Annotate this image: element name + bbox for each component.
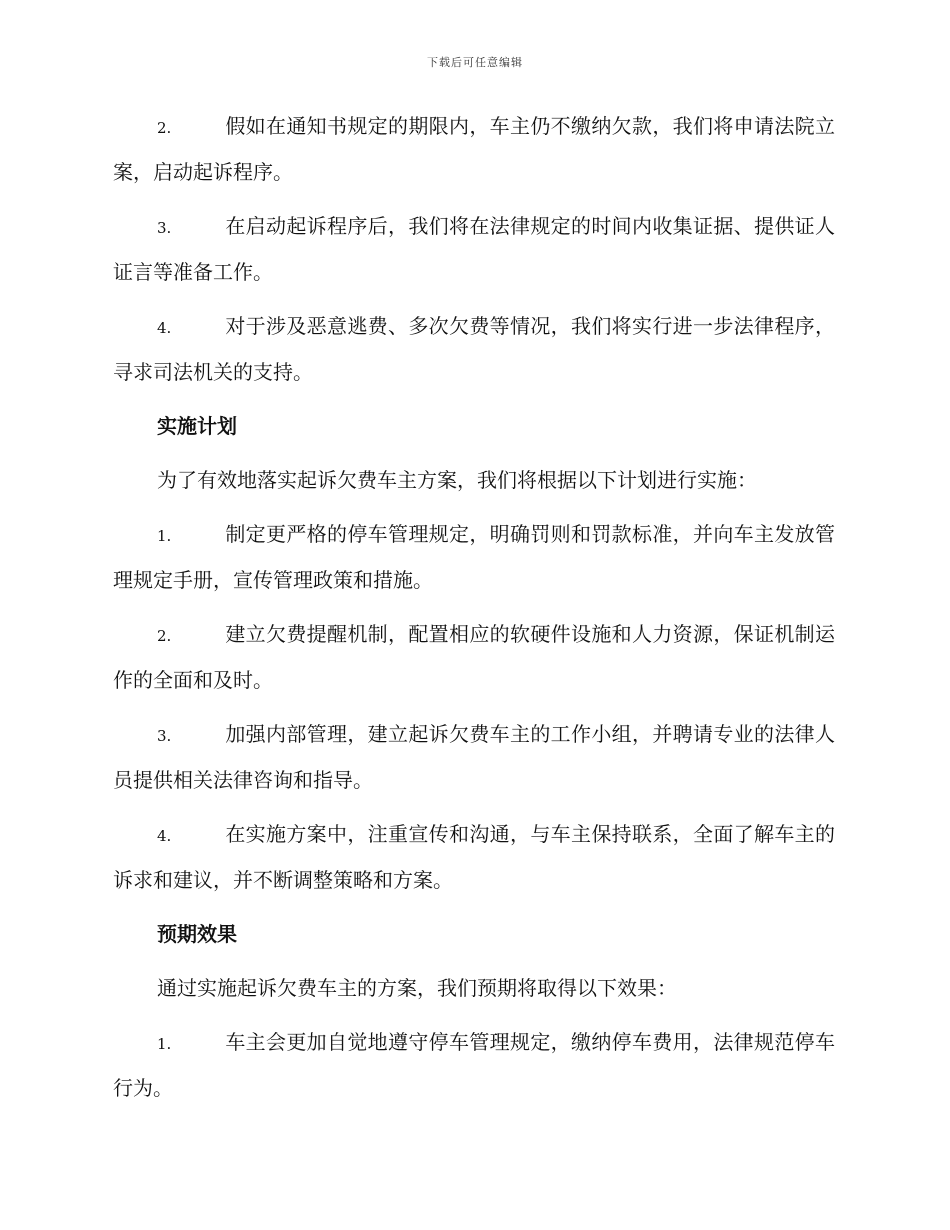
list-item-number: 3. [157, 219, 172, 237]
list-item [113, 712, 835, 802]
list-item-text: 假如在通知书规定的期限内，车主仍不缴纳欠款，我们将申请法院立案，启动起诉程序。 [113, 114, 835, 184]
section-heading-implementation: 实施计划 [157, 414, 237, 438]
list-item [113, 1020, 835, 1110]
list-item [113, 612, 835, 702]
list-item [113, 812, 835, 902]
document-body [113, 104, 835, 1120]
list-item-text: 在启动起诉程序后，我们将在法律规定的时间内收集证据、提供证人证言等准备工作。 [113, 214, 835, 284]
page-header: 下载后可任意编辑 [427, 56, 523, 69]
list-item-number: 1. [157, 527, 172, 545]
list-item-text: 建立欠费提醒机制，配置相应的软硬件设施和人力资源，保证机制运作的全面和及时。 [113, 622, 835, 692]
list-item [113, 512, 835, 602]
list-item [113, 104, 835, 194]
list-item-number: 3. [157, 727, 172, 745]
list-item-text: 在实施方案中，注重宣传和沟通，与车主保持联系，全面了解车主的诉求和建议，并不断调整策略和方案。 [113, 822, 835, 892]
list-item [113, 304, 835, 394]
list-item-number: 2. [157, 119, 172, 137]
section-intro-paragraph: 为了有效地落实起诉欠费车主方案，我们将根据以下计划进行实施： [157, 468, 757, 492]
list-item-number: 4. [157, 827, 172, 845]
list-item-number: 4. [157, 319, 172, 337]
list-item-text: 制定更严格的停车管理规定，明确罚则和罚款标准，并向车主发放管理规定手册，宣传管理政策和措施。 [113, 522, 835, 592]
list-item-number: 1. [157, 1035, 172, 1053]
list-item-text: 车主会更加自觉地遵守停车管理规定，缴纳停车费用，法律规范停车行为。 [113, 1030, 835, 1100]
section-intro-paragraph: 通过实施起诉欠费车主的方案，我们预期将取得以下效果： [157, 976, 677, 1000]
list-item [113, 204, 835, 294]
list-item-text: 加强内部管理，建立起诉欠费车主的工作小组，并聘请专业的法律人员提供相关法律咨询和指导。 [113, 722, 835, 792]
list-item-number: 2. [157, 627, 172, 645]
section-heading-expected-results: 预期效果 [157, 922, 237, 946]
list-item-text: 对于涉及恶意逃费、多次欠费等情况，我们将实行进一步法律程序，寻求司法机关的支持。 [113, 314, 835, 384]
